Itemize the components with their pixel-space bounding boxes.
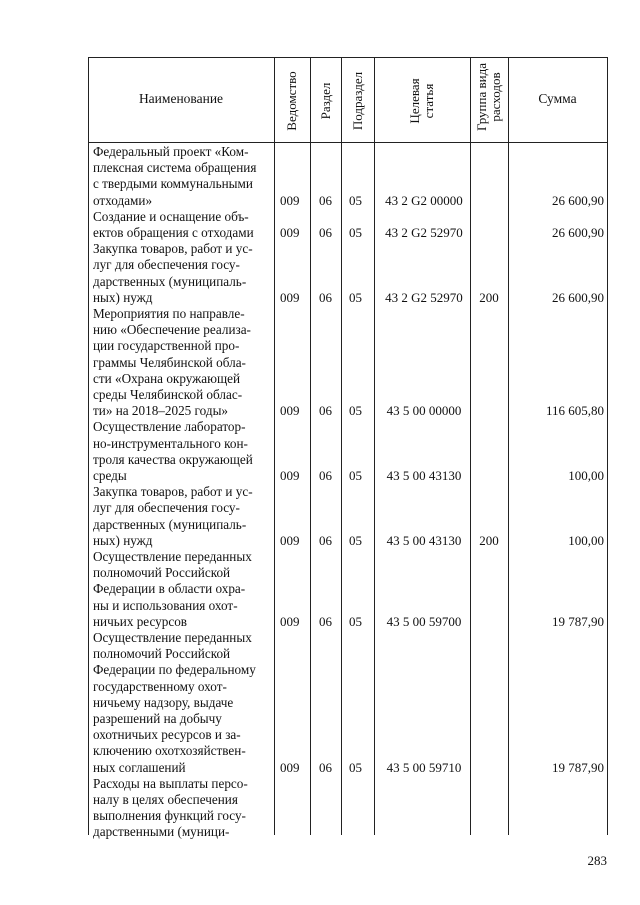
row-name-line: ти» на 2018–2025 годы» [93, 403, 229, 419]
header-summa: Сумма [538, 91, 577, 106]
row-name [93, 776, 269, 841]
row-name-line: с твердыми коммунальными [93, 176, 253, 192]
row-name [93, 549, 269, 630]
cell-razdel: 06 [319, 759, 332, 775]
row-name-line: Расходы на выплаты персо- [93, 775, 248, 791]
cell-podrazdel: 05 [349, 225, 362, 240]
row-name-line: Федерации в области охра- [93, 581, 246, 597]
cell-summa: 100,00 [568, 532, 604, 548]
cell-podrazdel: 05 [349, 192, 362, 208]
row-name-line: граммы Челябинской обла- [93, 354, 246, 370]
cell-vedomstvo: 009 [280, 759, 300, 775]
row-name-line: среды Челябинской облас- [93, 387, 243, 403]
row-name [93, 209, 269, 241]
cell-podrazdel: 05 [349, 289, 362, 305]
row-name-line: дарственных (муниципаль- [93, 516, 247, 532]
row-name [93, 144, 269, 209]
cell-razdel: 06 [319, 468, 332, 483]
cell-razdel: 06 [319, 613, 332, 629]
row-name-line: Мероприятия по направле- [93, 306, 245, 321]
table-border-left [88, 57, 89, 835]
row-name-line: Закупка товаров, работ и ус- [93, 484, 253, 500]
cell-celevaya: 43 5 00 59710 [386, 759, 462, 775]
budget-table [88, 57, 608, 840]
col-divider [508, 57, 509, 835]
header-name: Наименование [138, 91, 224, 106]
row-name [93, 306, 269, 419]
row-name-line: ных) нужд [93, 289, 153, 305]
row-name-line: среды [93, 468, 127, 483]
row-name-line: луг для обеспечения госу- [93, 257, 240, 273]
cell-razdel: 06 [319, 192, 332, 208]
page-number: 283 [587, 853, 607, 868]
row-name-line: Осуществление переданных [93, 630, 252, 645]
row-name [93, 241, 269, 306]
col-divider [470, 57, 471, 835]
cell-gruppa: 200 [479, 289, 499, 305]
col-divider [310, 57, 311, 835]
cell-podrazdel: 05 [349, 468, 362, 483]
row-name-line: выполнения функций госу- [93, 808, 246, 824]
table-border-right [607, 57, 608, 835]
row-name-line: Федерации по федеральному [93, 662, 256, 678]
row-name-line: дарственными (муници- [93, 824, 230, 840]
cell-celevaya: 43 2 G2 00000 [385, 192, 463, 208]
header-divider [88, 142, 608, 143]
cell-podrazdel: 05 [349, 613, 362, 629]
row-name-line: Осуществление переданных [93, 549, 252, 564]
row-name-line: налу в целях обеспечения [93, 792, 238, 807]
cell-vedomstvo: 009 [280, 468, 300, 483]
row-name-line: троля качества окружающей [93, 451, 253, 467]
row-name-line: отходами» [93, 192, 153, 208]
cell-gruppa: 200 [479, 532, 499, 548]
cell-vedomstvo: 009 [280, 613, 300, 629]
row-name [93, 419, 269, 484]
cell-podrazdel: 05 [349, 403, 362, 419]
row-name-line: луг для обеспечения госу- [93, 500, 240, 516]
row-name-line: разрешений на добычу [93, 711, 222, 727]
cell-summa: 26 600,90 [552, 225, 604, 240]
row-name-line: ектов обращения с отходами [93, 225, 254, 240]
row-name-line: полномочий Российской [93, 565, 231, 581]
cell-vedomstvo: 009 [280, 403, 300, 419]
header-gruppa [475, 63, 503, 131]
header-celevaya [408, 78, 436, 123]
col-divider [274, 57, 275, 835]
table-border-top [88, 57, 608, 58]
cell-summa: 19 787,90 [552, 613, 604, 629]
row-name-line: Создание и оснащение объ- [93, 208, 249, 224]
row-name-line: ны и использования охот- [93, 597, 238, 613]
cell-podrazdel: 05 [349, 532, 362, 548]
col-divider [341, 57, 342, 835]
cell-celevaya: 43 5 00 00000 [386, 403, 462, 419]
header-razdel: Раздел [318, 82, 333, 120]
cell-summa: 100,00 [568, 468, 604, 483]
row-name-line: но-инструментального кон- [93, 435, 248, 451]
header-celevaya-line1: Целевая [407, 78, 422, 124]
row-name-line: нию «Обеспечение реализа- [93, 322, 251, 338]
cell-vedomstvo: 009 [280, 289, 300, 305]
cell-celevaya: 43 2 G2 52970 [385, 289, 463, 305]
row-name-line: Осуществление лаборатор- [93, 419, 246, 435]
row-name-line: государственному охот- [93, 678, 227, 694]
cell-summa: 26 600,90 [552, 192, 604, 208]
row-name-line: ных) нужд [93, 532, 153, 548]
cell-celevaya: 43 5 00 43130 [386, 468, 462, 483]
row-name-line: охотничьих ресурсов и за- [93, 727, 241, 743]
cell-summa: 19 787,90 [552, 759, 604, 775]
cell-razdel: 06 [319, 403, 332, 419]
cell-summa: 26 600,90 [552, 289, 604, 305]
row-name-line: ничьему надзору, выдаче [93, 694, 234, 710]
cell-celevaya: 43 5 00 43130 [386, 532, 462, 548]
header-podrazdel: Подраздел [350, 71, 365, 131]
cell-razdel: 06 [319, 225, 332, 240]
header-vedomstvo: Ведомство [284, 71, 299, 131]
cell-podrazdel: 05 [349, 759, 362, 775]
col-divider [374, 57, 375, 835]
row-name [93, 630, 269, 776]
cell-vedomstvo: 009 [280, 225, 300, 240]
cell-celevaya: 43 2 G2 52970 [385, 225, 463, 240]
cell-summa: 116 605,80 [545, 403, 604, 419]
row-name-line: дарственных (муниципаль- [93, 273, 247, 289]
row-name-line: сти «Охрана окружающей [93, 370, 241, 386]
header-celevaya-line2: статья [421, 83, 436, 119]
cell-vedomstvo: 009 [280, 532, 300, 548]
cell-vedomstvo: 009 [280, 192, 300, 208]
header-gruppa-line1: Группа вида [474, 63, 489, 131]
row-name-line: Закупка товаров, работ и ус- [93, 241, 253, 257]
cell-razdel: 06 [319, 289, 332, 305]
row-name-line: ных соглашений [93, 759, 186, 775]
row-name-line: полномочий Российской [93, 646, 231, 662]
row-name-line: плексная система обращения [93, 160, 257, 176]
row-name-line: Федеральный проект «Ком- [93, 144, 249, 159]
row-name-line: ции государственной про- [93, 338, 240, 354]
row-name-line: ключению охотхозяйствен- [93, 743, 246, 759]
row-name-line: ничьих ресурсов [93, 613, 188, 629]
cell-celevaya: 43 5 00 59700 [386, 613, 462, 629]
header-gruppa-line2: расходов [488, 72, 503, 122]
cell-razdel: 06 [319, 532, 332, 548]
row-name [93, 484, 269, 549]
